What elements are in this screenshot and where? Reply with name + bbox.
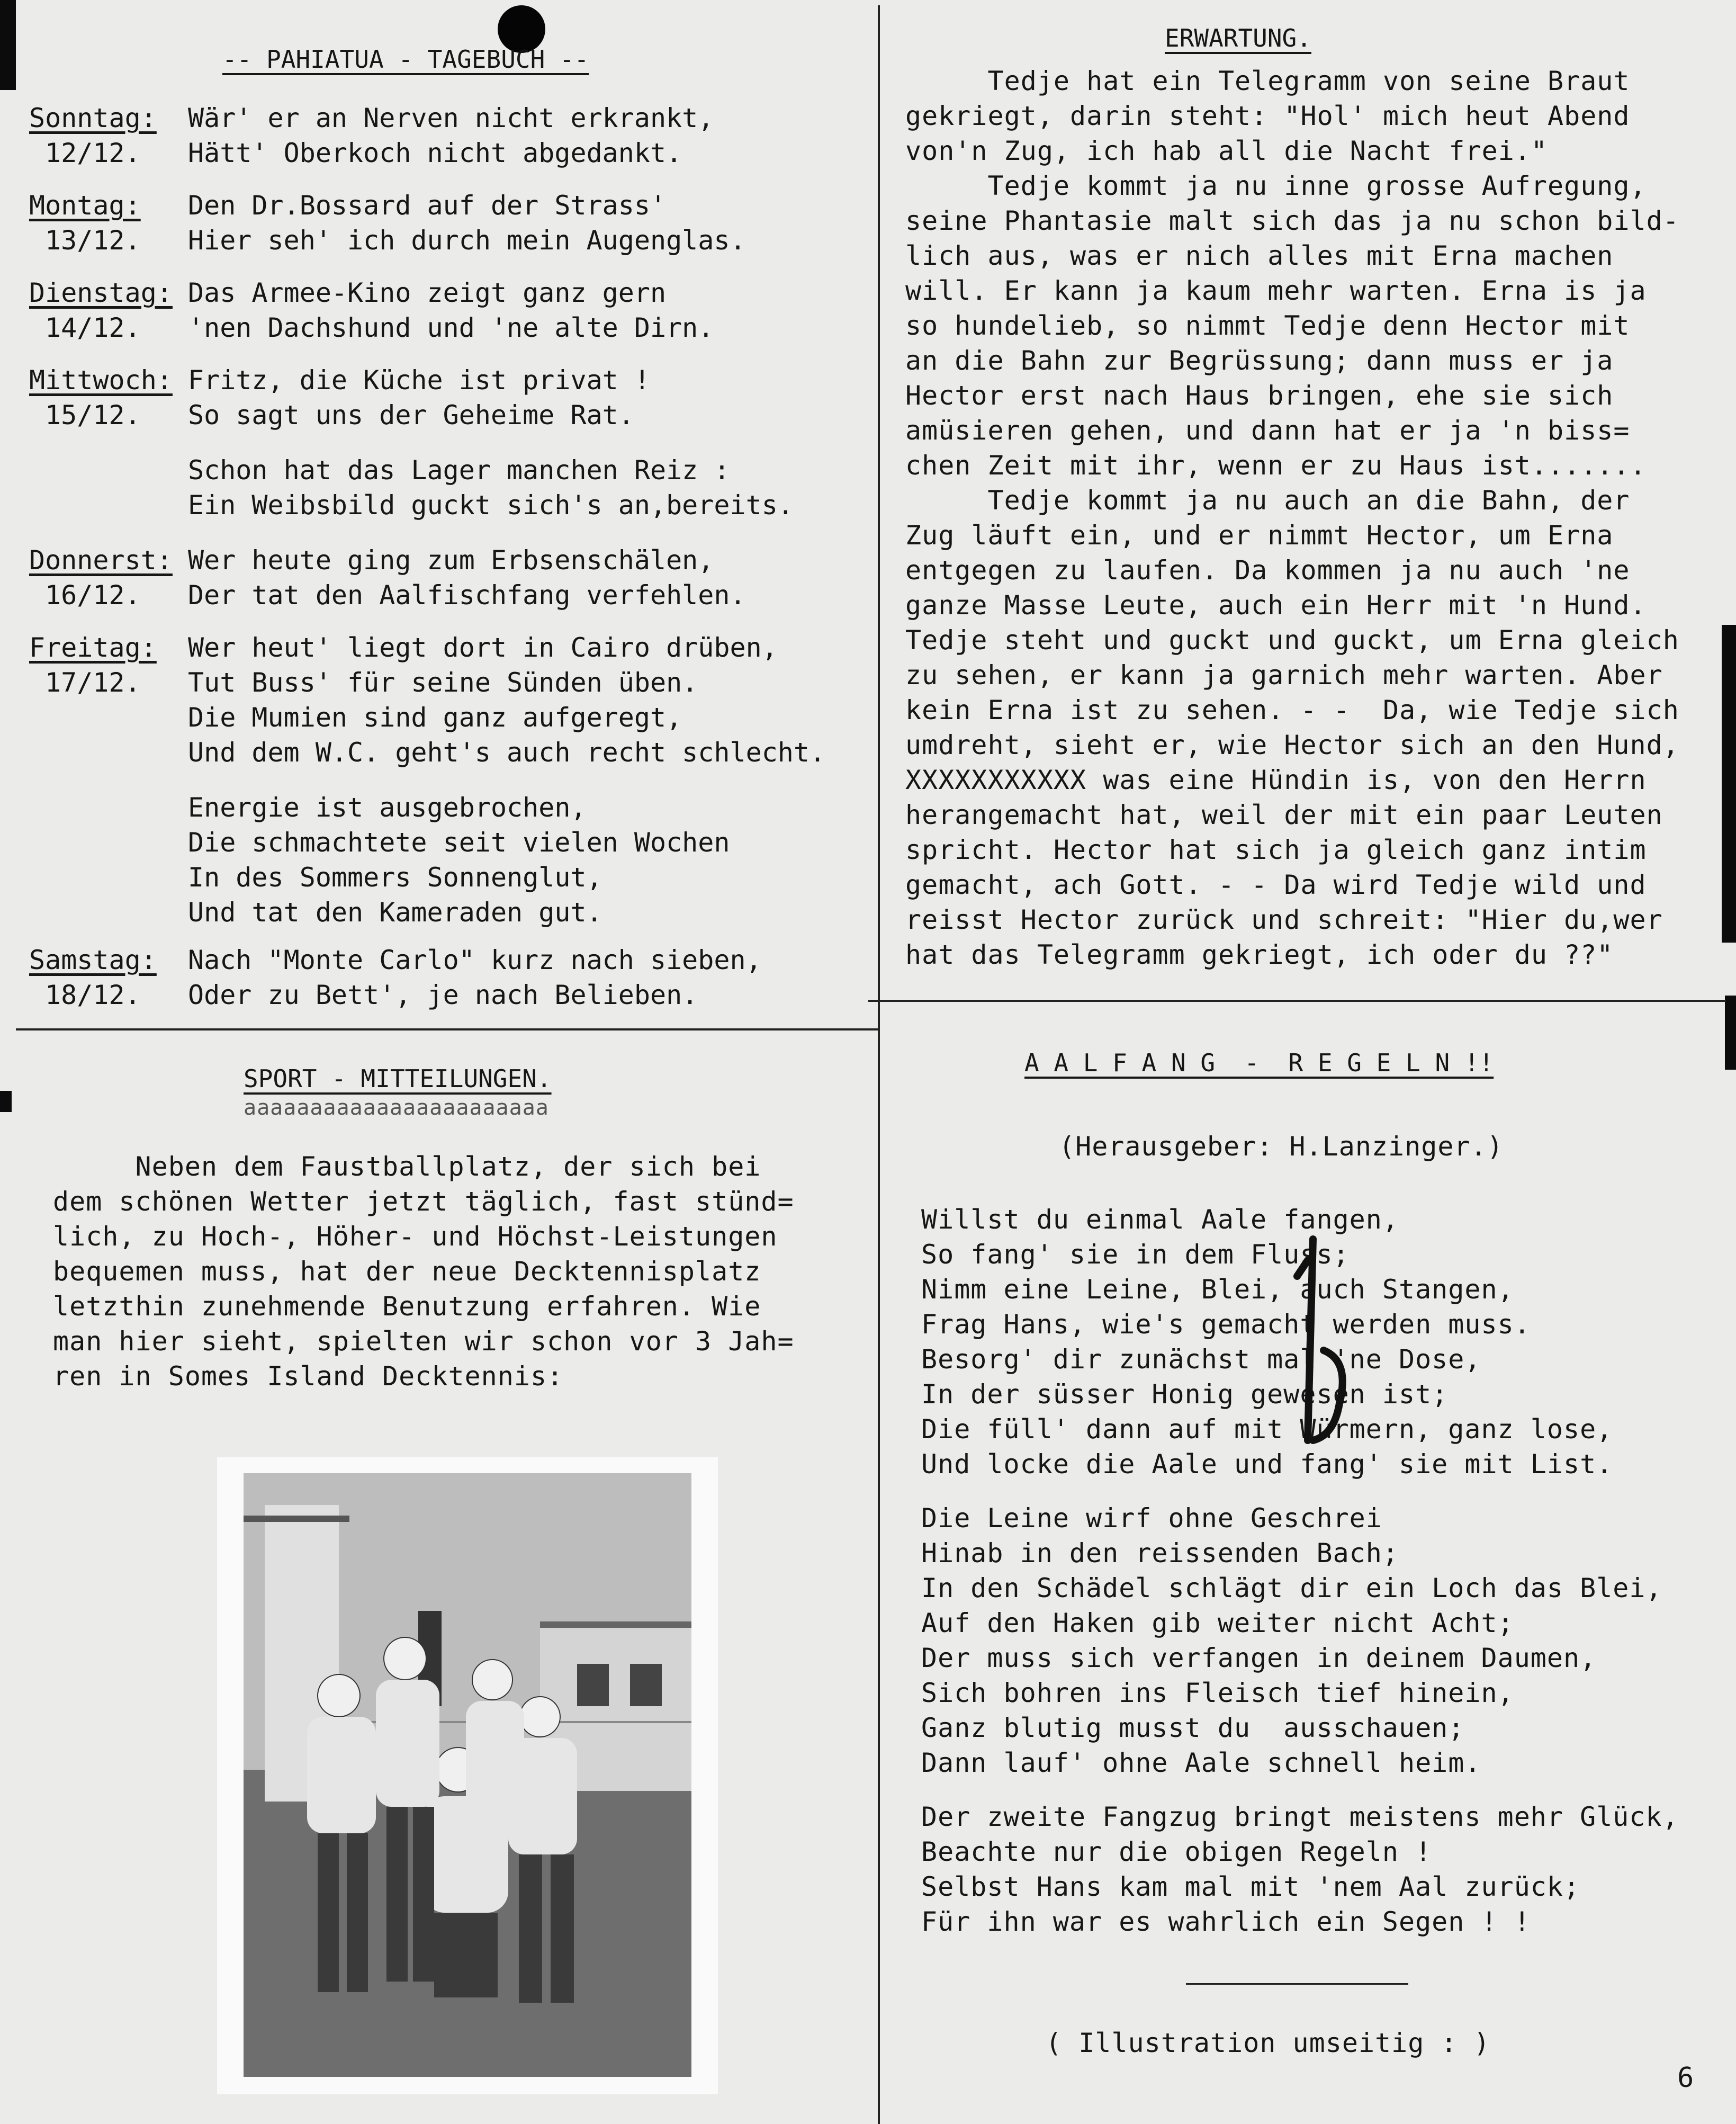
- story-line: von'n Zug, ich hab all die Nacht frei.": [905, 136, 1548, 166]
- story-line: Tedje kommt ja nu auch an die Bahn, der: [905, 485, 1630, 516]
- diary-verse-line: Ein Weibsbild guckt sich's an,bereits.: [188, 490, 794, 521]
- poem-line: Beachte nur die obigen Regeln !: [921, 1836, 1432, 1867]
- diary-verse-line: Wär' er an Nerven nicht erkrankt,: [188, 103, 714, 133]
- poem-line: Für ihn war es wahrlich ein Segen ! !: [921, 1906, 1531, 1937]
- diary-entry: [29, 630, 825, 930]
- diary-line: [29, 700, 825, 735]
- poem-line: Besorg' dir zunächst mal 'ne Dose,: [921, 1344, 1481, 1375]
- diary-verse-line: Und tat den Kameraden gut.: [188, 897, 602, 928]
- poem-line: Die Leine wirf ohne Geschrei: [921, 1503, 1382, 1534]
- diary-line: [29, 825, 825, 860]
- story-line: so hundelieb, so nimmt Tedje denn Hector mit: [905, 310, 1630, 341]
- poem-line: Dann lauf' ohne Aale schnell heim.: [921, 1747, 1481, 1778]
- diary-line: [29, 543, 746, 578]
- diary-line: [29, 735, 825, 770]
- diary-date: 12/12.: [45, 138, 141, 168]
- poem-line: So fang' sie in dem Fluss;: [921, 1239, 1350, 1270]
- story-line: umdreht, sieht er, wie Hector sich an den Hund,: [905, 730, 1679, 760]
- diary-verse-line: Der tat den Aalfischfang verfehlen.: [188, 580, 746, 611]
- diary-line: [29, 630, 825, 665]
- story-line: herangemacht hat, weil der mit ein paar Leuten: [905, 800, 1663, 830]
- story-line: Hector erst nach Haus bringen, ehe sie sich: [905, 380, 1614, 411]
- diary-line: [29, 275, 714, 310]
- poem-line: Und locke die Aale und fang' sie mit List.: [921, 1449, 1613, 1480]
- diary-verse-line: Die Mumien sind ganz aufgeregt,: [188, 702, 682, 733]
- poem-line: Nimm eine Leine, Blei, auch Stangen,: [921, 1274, 1514, 1305]
- diary-line: [29, 978, 762, 1012]
- torn-edge-top-left: [0, 0, 16, 90]
- story-text: [905, 64, 1679, 972]
- story-line: amüsieren gehen, und dann hat er ja 'n biss=: [905, 415, 1630, 446]
- diary-date: 18/12.: [45, 980, 141, 1010]
- story-line: kein Erna ist zu sehen. - - Da, wie Tedje sich: [905, 695, 1679, 725]
- poem-stanza: [921, 1799, 1679, 1939]
- diary-line: [29, 310, 714, 345]
- story-line: Tedje kommt ja nu inne grosse Aufregung,: [905, 171, 1647, 201]
- poem-stanza: [921, 1501, 1679, 1780]
- diary-day: Samstag:: [29, 945, 157, 975]
- diary-entry: [29, 188, 746, 258]
- diary-date: 14/12.: [45, 312, 141, 343]
- diary-line: [29, 860, 825, 895]
- sport-line: bequemen muss, hat der neue Decktennisplatz: [53, 1256, 761, 1287]
- story-line: Zug läuft ein, und er nimmt Hector, um Erna: [905, 520, 1614, 551]
- diary-verse-line: Schon hat das Lager manchen Reiz :: [188, 455, 730, 486]
- poem-line: Selbst Hans kam mal mit 'nem Aal zurück;: [921, 1871, 1580, 1902]
- diary-verse-line: Wer heut' liegt dort in Cairo drüben,: [188, 632, 778, 663]
- diary-entry: [29, 543, 746, 613]
- diary-line: [29, 136, 714, 171]
- poem-line: In der süsser Honig gewesen ist;: [921, 1379, 1449, 1410]
- story-line: will. Er kann ja kaum mehr warten. Erna is ja: [905, 275, 1647, 306]
- story-line: Tedje steht und guckt und guckt, um Erna gleich: [905, 625, 1679, 656]
- group-photograph: [217, 1457, 718, 2094]
- diary-line: [29, 398, 794, 433]
- diary-verse-line: So sagt uns der Geheime Rat.: [188, 400, 634, 431]
- handwritten-correction-mark: [1292, 1229, 1366, 1451]
- story-line: reisst Hector zurück und schreit: "Hier du,wer: [905, 904, 1663, 935]
- diary-entry: [29, 275, 714, 345]
- diary-line: [29, 895, 825, 930]
- diary-day: Sonntag:: [29, 103, 157, 133]
- diary-verse-line: Das Armee-Kino zeigt ganz gern: [188, 277, 667, 308]
- poem-line: Frag Hans, wie's gemacht werden muss.: [921, 1309, 1531, 1340]
- poem-line: Ganz blutig musst du ausschauen;: [921, 1713, 1465, 1743]
- torn-edge-left: [0, 1091, 12, 1112]
- diary-line: [29, 433, 794, 453]
- story-line: Tedje hat ein Telegramm von seine Braut: [905, 66, 1630, 96]
- diary-entry: [29, 101, 714, 171]
- diary-verse-line: Den Dr.Bossard auf der Strass': [188, 190, 667, 221]
- story-line: hat das Telegramm gekriegt, ich oder du ??": [905, 939, 1614, 970]
- diary-verse-line: In des Sommers Sonnenglut,: [188, 862, 602, 893]
- story-line: gemacht, ach Gott. - - Da wird Tedje wild und: [905, 870, 1647, 900]
- diary-title: -- PAHIATUA - TAGEBUCH --: [222, 45, 589, 74]
- sport-line: ren in Somes Island Decktennis:: [53, 1361, 564, 1392]
- sport-title: SPORT - MITTEILUNGEN.: [244, 1064, 552, 1093]
- page-number: 6: [1677, 2062, 1694, 2094]
- diary-entry: [29, 363, 794, 523]
- poem-line: Der muss sich verfangen in deinem Daumen,: [921, 1643, 1597, 1673]
- story-line: lich aus, was er nich alles mit Erna machen: [905, 240, 1614, 271]
- story-line: entgegen zu laufen. Da kommen ja nu auch 'ne: [905, 555, 1630, 586]
- story-title: ERWARTUNG.: [1165, 24, 1311, 52]
- diary-verse-line: Die schmachtete seit vielen Wochen: [188, 827, 730, 858]
- diary-line: [29, 665, 825, 700]
- poem-line: Die füll' dann auf mit Würmern, ganz lose,: [921, 1414, 1613, 1445]
- sport-text: [53, 1149, 794, 1394]
- diary-day: Freitag:: [29, 632, 157, 663]
- poem-footer: ( Illustration umseitig : ): [1046, 2028, 1490, 2058]
- poem-line: Auf den Haken gib weiter nicht Acht;: [921, 1608, 1514, 1638]
- diary-verse-line: Oder zu Bett', je nach Belieben.: [188, 980, 698, 1010]
- diary-date: 16/12.: [45, 580, 141, 611]
- diary-day: Mittwoch:: [29, 365, 173, 396]
- diary-verse-line: 'nen Dachshund und 'ne alte Dirn.: [188, 312, 714, 343]
- story-line: ganze Masse Leute, auch ein Herr mit 'n Hund.: [905, 590, 1647, 621]
- diary-verse-line: Tut Buss' für seine Sünden üben.: [188, 667, 698, 698]
- diary-line: [29, 578, 746, 613]
- diary-line: [29, 488, 794, 523]
- story-line: XXXXXXXXXXX was eine Hündin is, von den Herrn: [905, 765, 1647, 795]
- sport-line: dem schönen Wetter jetzt täglich, fast stünd=: [53, 1186, 794, 1217]
- diary-day: Dienstag:: [29, 277, 173, 308]
- diary-day: Montag:: [29, 190, 141, 221]
- sport-line: lich, zu Hoch-, Höher- und Höchst-Leistungen: [53, 1221, 778, 1252]
- torn-edge-right: [1722, 625, 1736, 943]
- diary-line: [29, 363, 794, 398]
- diary-entry: [29, 943, 762, 1012]
- poem-line: Hinab in den reissenden Bach;: [921, 1538, 1399, 1569]
- diary-line: [29, 453, 794, 488]
- diary-date: 13/12.: [45, 225, 141, 256]
- poem-line: Willst du einmal Aale fangen,: [921, 1204, 1399, 1235]
- poem-title: A A L F A N G - R E G E L N !!: [1024, 1048, 1494, 1077]
- diary-line: [29, 943, 762, 978]
- story-line: spricht. Hector hat sich ja gleich ganz intim: [905, 835, 1647, 865]
- diary-line: [29, 770, 825, 790]
- poem-line: Der zweite Fangzug bringt meistens mehr Glück,: [921, 1802, 1679, 1832]
- diary-verse-line: Und dem W.C. geht's auch recht schlecht.: [188, 737, 826, 768]
- diary-verse-line: Energie ist ausgebrochen,: [188, 792, 587, 823]
- column-divider: [878, 5, 880, 2124]
- diary-line: [29, 223, 746, 258]
- diary-line: [29, 188, 746, 223]
- photo-scene: [244, 1473, 691, 2077]
- sport-title-underline: aaaaaaaaaaaaaaaaaaaaaaa: [244, 1096, 549, 1120]
- poem-line: In den Schädel schlägt dir ein Loch das Blei,: [921, 1573, 1662, 1603]
- left-section-divider: [16, 1028, 879, 1030]
- poem-editor: (Herausgeber: H.Lanzinger.): [1059, 1131, 1504, 1162]
- diary-day: Donnerst:: [29, 545, 173, 576]
- sport-line: Neben dem Faustballplatz, der sich bei: [53, 1151, 761, 1182]
- story-line: chen Zeit mit ihr, wenn er zu Haus ist.......: [905, 450, 1647, 481]
- diary-verse-line: Hätt' Oberkoch nicht abgedankt.: [188, 138, 682, 168]
- story-line: seine Phantasie malt sich das ja nu schon bild-: [905, 205, 1679, 236]
- diary-verse-line: Hier seh' ich durch mein Augenglas.: [188, 225, 746, 256]
- diary-date: 17/12.: [45, 667, 141, 698]
- diary-date: 15/12.: [45, 400, 141, 431]
- poem-end-rule: [1186, 1983, 1408, 1985]
- diary-verse-line: Wer heute ging zum Erbsenschälen,: [188, 545, 714, 576]
- poem-line: Sich bohren ins Fleisch tief hinein,: [921, 1678, 1514, 1708]
- diary-verse-line: Nach "Monte Carlo" kurz nach sieben,: [188, 945, 762, 975]
- diary-verse-line: Fritz, die Küche ist privat !: [188, 365, 650, 396]
- diary-line: [29, 790, 825, 825]
- sport-line: man hier sieht, spielten wir schon vor 3 Jah=: [53, 1326, 794, 1357]
- story-line: an die Bahn zur Begrüssung; dann muss er ja: [905, 345, 1614, 376]
- photo-image: [244, 1473, 691, 2077]
- sport-line: letzthin zunehmende Benutzung erfahren. Wie: [53, 1291, 761, 1322]
- story-line: zu sehen, er kann ja garnich mehr warten. Aber: [905, 660, 1663, 691]
- right-section-divider: [868, 1000, 1726, 1002]
- torn-edge-right-lower: [1725, 996, 1736, 1070]
- diary-line: [29, 101, 714, 136]
- story-line: gekriegt, darin steht: "Hol' mich heut Abend: [905, 101, 1630, 131]
